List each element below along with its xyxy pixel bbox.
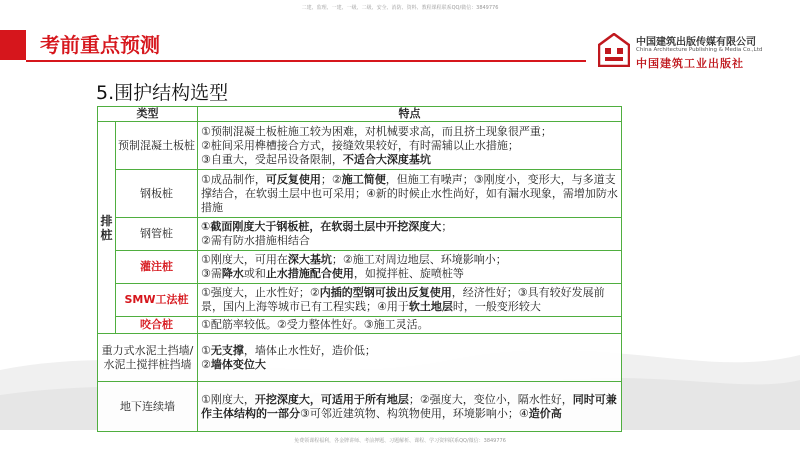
footer-note: 免费领课程福利，各金牌讲师、考前押题、习题解析、课程、学习资料联系QQ/微信：3849776 — [294, 438, 506, 444]
feature-line: ②墙体变位大 — [201, 357, 266, 371]
type-cell: 预制混凝土板桩 — [116, 122, 198, 170]
feature-line: ①刚度大，可用在深大基坑；②施工对周边地层、环境影响小； — [201, 253, 507, 266]
type-cell: 灌注桩 — [116, 251, 198, 284]
table-header-row — [98, 107, 622, 122]
publisher-name-en: China Architecture Publishing & Media Co.,Ltd — [636, 47, 763, 53]
table-row — [98, 122, 622, 170]
table-row — [98, 218, 622, 251]
type-cell: 钢板桩 — [116, 170, 198, 218]
feature-line: ②桩间采用榫槽接合方式，接缝效果较好，有时需辅以止水措施； — [201, 138, 519, 152]
feature-cell — [198, 122, 622, 170]
publisher-name: 中国建筑出版传媒有限公司 — [636, 37, 756, 48]
retaining-structure-table — [97, 106, 622, 432]
type-cell: 地下连续墙 — [98, 382, 198, 432]
type-cell: 钢管桩 — [116, 218, 198, 251]
publisher-subname: 中国建筑工业出版社 — [636, 57, 744, 70]
type-cell: SMW工法桩 — [116, 284, 198, 317]
feature-line: ②需有防水措施相结合 — [201, 234, 310, 247]
column-header-type: 类型 — [98, 107, 198, 122]
type-cell: 咬合桩 — [116, 317, 198, 334]
table-row — [98, 334, 622, 382]
section-title: 5.围护结构选型 — [96, 82, 229, 104]
column-header-feature: 特点 — [198, 107, 622, 122]
table-row — [98, 170, 622, 218]
feature-cell: ①强度大，止水性好；②内插的型钢可拔出反复使用，经济性好；③具有较好发展前景，国内上海等城市已有工程实践；④用于软土地层时，一般变形较大 — [198, 284, 622, 317]
table-row — [98, 382, 622, 432]
feature-line: ①无支撑，墙体止水性好，造价低； — [201, 343, 376, 357]
page-title: 考前重点预测 — [40, 33, 160, 57]
type-cell: 重力式水泥土挡墙/水泥土搅拌桩挡墙 — [98, 334, 198, 382]
group-label-pile: 排桩 — [98, 122, 116, 334]
table-row — [98, 317, 622, 334]
table-row — [98, 251, 622, 284]
feature-cell: ①配筋率较低。②受力整体性好。③施工灵活。 — [198, 317, 622, 334]
feature-cell — [198, 334, 622, 382]
feature-line: ③需降水或和止水措施配合使用，如搅拌桩、旋喷桩等 — [201, 267, 464, 280]
publisher-logo-icon — [598, 33, 630, 67]
feature-cell — [198, 218, 622, 251]
feature-cell: ①刚度大，开挖深度大，可适用于所有地层；②强度大，变位小，隔水性好，同时可兼作主体结构的一部分③可邻近建筑物、构筑物使用，环境影响小；④造价高 — [198, 382, 622, 432]
header-accent-block — [0, 30, 26, 60]
table-row — [98, 284, 622, 317]
feature-line: ③自重大，受起吊设备限制，不适合大深度基坑 — [201, 152, 431, 166]
header-divider — [26, 60, 586, 62]
feature-line: ①预制混凝土板桩施工较为困难，对机械要求高，而且挤土现象很严重； — [201, 124, 552, 138]
feature-cell: ①成品制作，可反复使用；②施工简便，但施工有噪声；③刚度小，变形大，与多道支撑结合，在软弱土层中也可采用；④新的时候止水性尚好，如有漏水现象，需增加防水措施 — [198, 170, 622, 218]
feature-line: ①截面刚度大于钢板桩，在软弱土层中开挖深度大； — [201, 220, 453, 233]
top-note: 二建、监理、一建、一级、二级、安全、消防、资料、教程课程联系QQ/微信：3849776 — [301, 5, 499, 11]
feature-cell — [198, 251, 622, 284]
